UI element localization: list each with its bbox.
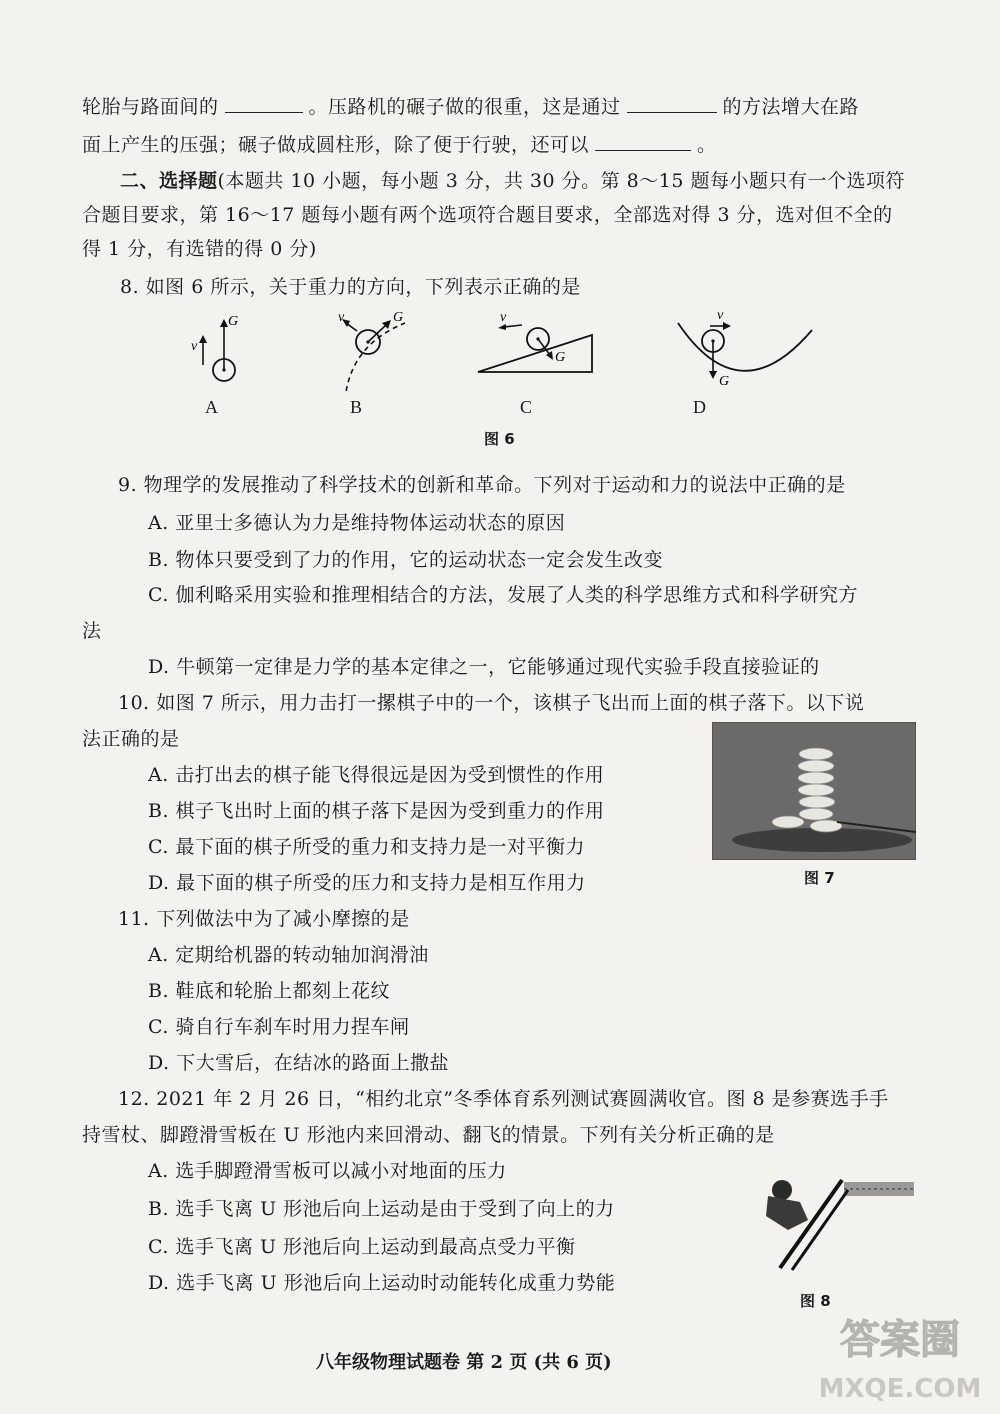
question-9-option-c: C. 伽利略采用实验和推理相结合的方法，发展了人类的科学思维方式和科学研究方 — [148, 584, 858, 606]
velocity-label: v — [191, 339, 198, 354]
question-9-option-b: B. 物体只要受到了力的作用，它的运动状态一定会发生改变 — [148, 549, 664, 571]
question-12-option-b: B. 选手飞离 U 形池后向上运动是由于受到了向上的力 — [148, 1198, 615, 1220]
answer-blank[interactable] — [627, 111, 717, 113]
question-12-stem: 12. 2021 年 2 月 26 日，“相约北京”冬季体育系列测试赛圆满收官。图 8 是参赛选手手 — [118, 1088, 889, 1110]
gravity-label: G — [228, 314, 239, 329]
svg-text:MXQE.COM: MXQE.COM — [818, 1374, 982, 1404]
answer-blank[interactable] — [225, 111, 303, 113]
question-12-option-c: C. 选手飞离 U 形池后向上运动到最高点受力平衡 — [148, 1236, 576, 1258]
question-12-stem-cont: 持雪杖、脚蹬滑雪板在 U 形池内来回滑动、翻飞的情景。下列有关分析正确的是 — [82, 1124, 775, 1146]
text-line-1: 轮胎与路面间的 。压路机的碾子做的很重，这是通过 的方法增大在路 — [82, 96, 860, 118]
gravity-label: G — [393, 310, 404, 325]
question-9-option-d: D. 牛顿第一定律是力学的基本定律之一，它能够通过现代实验手段直接验证的 — [148, 656, 820, 678]
page-footer: 八年级物理试题卷 第 2 页 (共 6 页) — [316, 1352, 612, 1373]
diagram-d — [678, 308, 812, 389]
question-11-stem: 11. 下列做法中为了减小摩擦的是 — [118, 908, 410, 930]
diagram-c — [478, 310, 592, 372]
figure-7-photo — [712, 722, 916, 860]
question-10-option-b: B. 棋子飞出时上面的棋子落下是因为受到重力的作用 — [148, 800, 605, 822]
question-10-option-a: A. 击打出去的棋子能飞得很远是因为受到惯性的作用 — [148, 764, 605, 786]
question-11-option-b: B. 鞋底和轮胎上都刻上花纹 — [148, 980, 391, 1002]
answer-blank[interactable] — [595, 149, 691, 151]
figure-6-caption: 图 6 — [484, 430, 515, 448]
velocity-label: v — [500, 310, 507, 325]
gravity-label: G — [555, 350, 566, 365]
option-label-c: C — [520, 397, 533, 417]
question-11-option-c: C. 骑自行车刹车时用力捏车闸 — [148, 1016, 410, 1038]
question-10-stem: 10. 如图 7 所示，用力击打一摞棋子中的一个，该棋子飞出而上面的棋子落下。以下说 — [118, 692, 865, 714]
option-label-a: A — [205, 397, 218, 417]
diagram-b — [338, 310, 405, 395]
option-label-d: D — [693, 397, 706, 417]
section-instructions: 合题目要求，第 16～17 题每小题有两个选项符合题目要求，全部选对得 3 分，选对但不全的 — [82, 204, 893, 226]
question-9-option-a: A. 亚里士多德认为力是维持物体运动状态的原因 — [148, 512, 566, 534]
question-8-stem: 8. 如图 6 所示，关于重力的方向，下列表示正确的是 — [120, 276, 581, 298]
gravity-label: G — [719, 374, 730, 389]
figure-7-caption: 图 7 — [804, 869, 835, 887]
section-instructions: 得 1 分，有选错的得 0 分) — [82, 238, 317, 260]
svg-text:答案圈: 答案圈 — [840, 1317, 960, 1363]
question-10-stem-cont: 法正确的是 — [82, 728, 180, 750]
question-10-option-d: D. 最下面的棋子所受的压力和支持力是相互作用力 — [148, 872, 586, 894]
figure-8-photo — [740, 1150, 920, 1280]
question-11-option-a: A. 定期给机器的转动轴加润滑油 — [148, 944, 429, 966]
figure-6-diagrams — [160, 305, 820, 395]
question-12-option-a: A. 选手脚蹬滑雪板可以减小对地面的压力 — [148, 1160, 507, 1182]
question-9-option-c-cont: 法 — [82, 620, 102, 642]
figure-8-caption: 图 8 — [800, 1292, 831, 1310]
question-12-option-d: D. 选手飞离 U 形池后向上运动时动能转化成重力势能 — [148, 1272, 616, 1294]
question-9-stem: 9. 物理学的发展推动了科学技术的创新和革命。下列对于运动和力的说法中正确的是 — [118, 474, 846, 496]
diagram-a — [191, 314, 238, 381]
velocity-label: v — [338, 310, 345, 325]
text-line-2: 面上产生的压强；碾子做成圆柱形，除了便于行驶，还可以 。 — [82, 134, 717, 156]
watermark-logo — [808, 1305, 993, 1405]
option-label-b: B — [350, 397, 363, 417]
question-11-option-d: D. 下大雪后，在结冰的路面上撒盐 — [148, 1052, 450, 1074]
section-heading: 二、选择题(本题共 10 小题，每小题 3 分，共 30 分。第 8～15 题每小题只有一个选项符 — [120, 170, 905, 192]
velocity-label: v — [717, 308, 724, 323]
question-10-option-c: C. 最下面的棋子所受的重力和支持力是一对平衡力 — [148, 836, 585, 858]
